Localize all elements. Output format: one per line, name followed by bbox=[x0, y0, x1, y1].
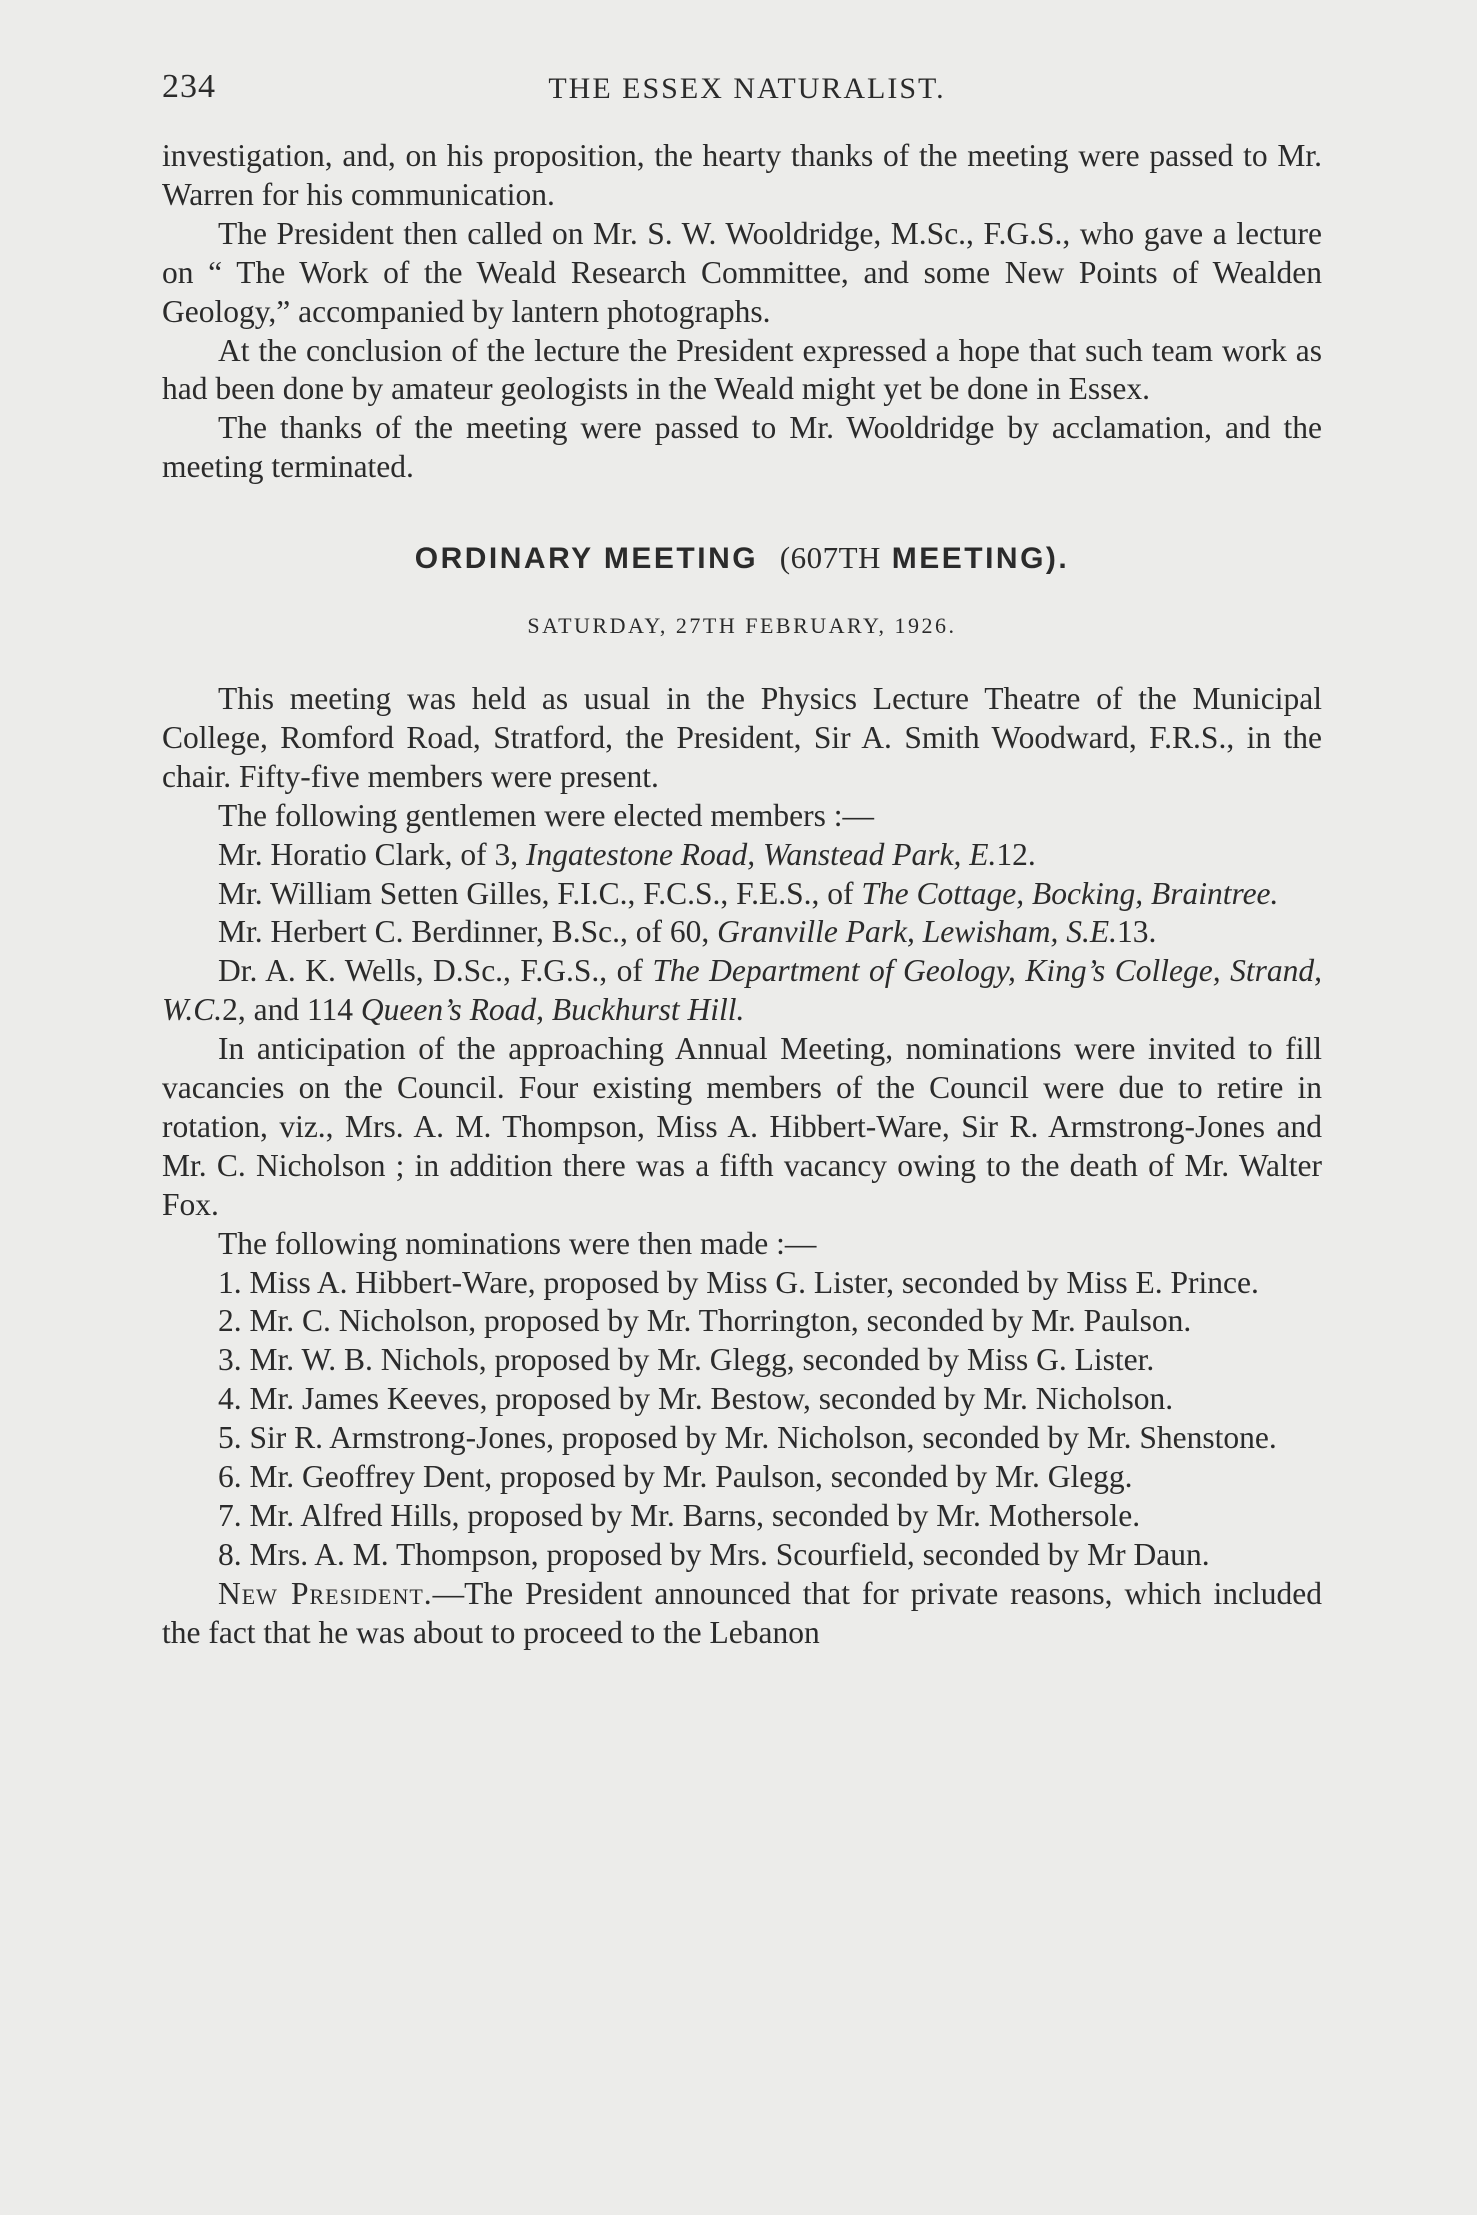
paragraph: At the conclusion of the lecture the President expressed a hope that such team work as had been done by amateur geologists in the Weald might yet be done in Essex. bbox=[162, 332, 1322, 407]
nomination-item: 6. Mr. Geoffrey Dent, proposed by Mr. Paulson, seconded by Mr. Glegg. bbox=[218, 1459, 1133, 1495]
nomination-item: 5. Sir R. Armstrong-Jones, proposed by Mr. Nicholson, seconded by Mr. Shenstone. bbox=[218, 1420, 1277, 1456]
page-header bbox=[162, 68, 1322, 116]
meeting-heading: ORDINARY MEETING (607TH MEETING). bbox=[414, 540, 1070, 576]
running-title: THE ESSEX NATURALIST. bbox=[548, 72, 946, 105]
page-body bbox=[162, 137, 1322, 1653]
paragraph: The following gentlemen were elected members :— bbox=[218, 797, 875, 833]
paragraph: The President then called on Mr. S. W. Wooldridge, M.Sc., F.G.S., who gave a lecture on “ The Work of the Weald Research Committee, and some New Points of Wealden Geology,” accompanied by lantern photographs. bbox=[162, 215, 1322, 329]
member-entry: Mr. Herbert C. Berdinner, B.Sc., of 60, Granville Park, Lewisham, S.E.13. bbox=[218, 914, 1157, 950]
member-entry: Mr. Horatio Clark, of 3, Ingatestone Road, Wanstead Park, E.12. bbox=[218, 836, 1036, 872]
meeting-date: SATURDAY, 27TH FEBRUARY, 1926. bbox=[527, 613, 957, 639]
nomination-item: 1. Miss A. Hibbert-Ware, proposed by Miss G. Lister, seconded by Miss E. Prince. bbox=[218, 1264, 1259, 1300]
member-entry: Dr. A. K. Wells, D.Sc., F.G.S., of The Department of Geology, King’s College, Strand, W.C.2, and 114 Queen’s Road, Buckhurst Hill. bbox=[162, 953, 1322, 1028]
paragraph: The following nominations were then made :— bbox=[218, 1225, 817, 1261]
paragraph: The thanks of the meeting were passed to Mr. Wooldridge by acclamation, and the meeting terminated. bbox=[162, 410, 1322, 485]
new-president-paragraph: New President.—The President announced that for private reasons, which included the fact that he was about to proceed to the Lebanon bbox=[162, 1575, 1322, 1650]
nomination-item: 3. Mr. W. B. Nichols, proposed by Mr. Glegg, seconded by Miss G. Lister. bbox=[218, 1342, 1155, 1378]
paragraph: This meeting was held as usual in the Physics Lecture Theatre of the Municipal College, Romford Road, Stratford, the President, Sir A. Smith Woodward, F.R.S., in the chair. Fifty-five members were present. bbox=[162, 680, 1322, 794]
nomination-item: 2. Mr. C. Nicholson, proposed by Mr. Thorrington, seconded by Mr. Paulson. bbox=[218, 1303, 1192, 1339]
paragraph: investigation, and, on his proposition, the hearty thanks of the meeting were passed to Mr. Warren for his communication. bbox=[162, 138, 1322, 212]
nomination-item: 7. Mr. Alfred Hills, proposed by Mr. Barns, seconded by Mr. Mothersole. bbox=[218, 1498, 1141, 1533]
page-number: 234 bbox=[162, 68, 216, 105]
paragraph: In anticipation of the approaching Annual Meeting, nominations were invited to fill vacancies on the Council. Four existing members of the Council were due to retire in rotation, viz., Mrs. A. M. Thompson, Miss A. Hibbert-Ware, Sir R. Armstrong-Jones and Mr. C. Nicholson ; in addition there was a fifth vacancy owing to the death of Mr. Walter Fox. bbox=[162, 1031, 1322, 1222]
meeting-number: (607TH bbox=[779, 540, 881, 576]
nomination-item: 4. Mr. James Keeves, proposed by Mr. Bestow, seconded by Mr. Nicholson. bbox=[218, 1381, 1174, 1417]
nomination-item: 8. Mrs. A. M. Thompson, proposed by Mrs. Scourfield, seconded by Mr Daun. bbox=[218, 1536, 1210, 1572]
member-entry: Mr. William Setten Gilles, F.I.C., F.C.S., F.E.S., of The Cottage, Bocking, Braintree. bbox=[218, 875, 1279, 911]
new-president-label: New President. bbox=[218, 1575, 433, 1611]
